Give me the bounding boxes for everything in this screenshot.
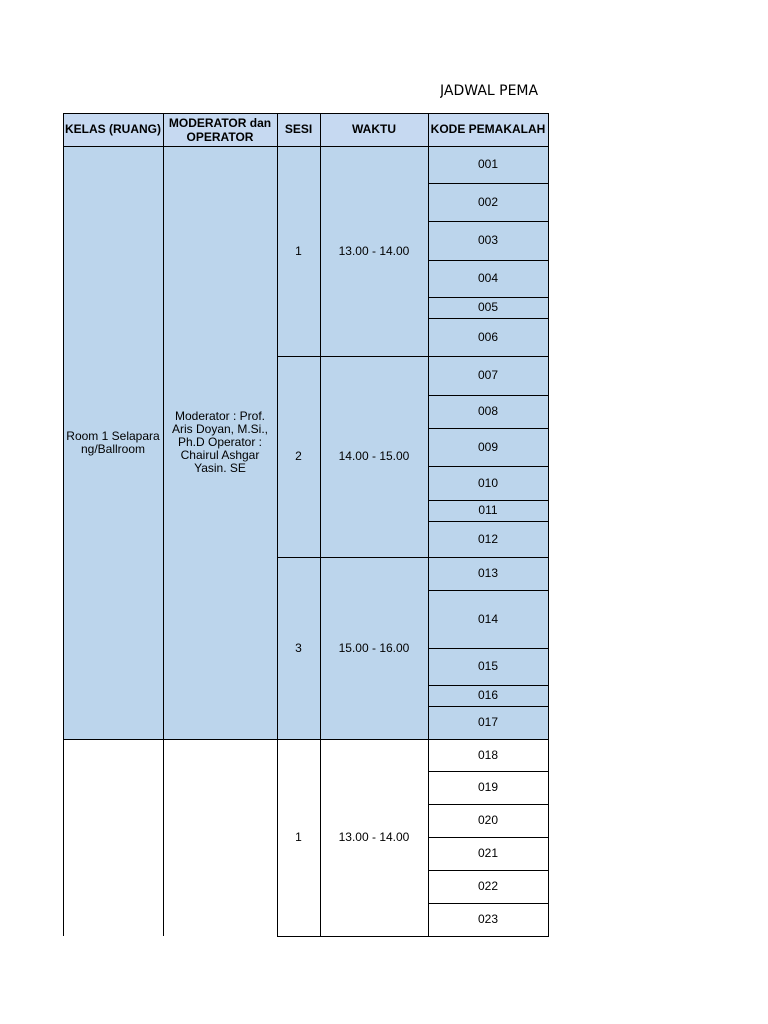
grid-line <box>428 706 549 707</box>
kode-pemakalah-cell: 002 <box>428 183 548 221</box>
grid-line <box>428 221 549 222</box>
moderator-room2-cell <box>163 739 277 1024</box>
header-sesi: SESI <box>277 113 320 146</box>
grid-line <box>428 870 549 871</box>
kode-pemakalah-cell: 003 <box>428 221 548 260</box>
kode-pemakalah-cell: 004 <box>428 260 548 297</box>
moderator-room1-cell: Moderator : Prof. Aris Doyan, M.Si., Ph.D Operator : Chairul Ashgar Yasin. SE <box>163 146 277 739</box>
header-kelas: KELAS (RUANG) <box>63 113 163 146</box>
grid-line <box>428 318 549 319</box>
kode-pemakalah-cell: 022 <box>428 870 548 903</box>
header-kode-pemakalah: KODE PEMAKALAH <box>428 113 548 146</box>
session-separator-line <box>277 557 549 558</box>
kode-pemakalah-cell: 019 <box>428 771 548 804</box>
grid-line <box>428 648 549 649</box>
session-separator-line <box>277 356 549 357</box>
kode-pemakalah-cell: 018 <box>428 739 548 771</box>
kode-pemakalah-cell: 008 <box>428 395 548 428</box>
kode-pemakalah-cell: 005 <box>428 297 548 318</box>
sesi-cell: 1 <box>277 739 320 936</box>
grid-line <box>320 113 321 937</box>
kode-pemakalah-cell: 011 <box>428 500 548 521</box>
sesi-cell: 3 <box>277 557 320 739</box>
grid-line <box>428 113 429 937</box>
kode-pemakalah-cell: 017 <box>428 706 548 739</box>
header-bottom-border <box>63 146 549 147</box>
grid-line <box>428 395 549 396</box>
kode-pemakalah-cell: 009 <box>428 428 548 466</box>
waktu-cell: 14.00 - 15.00 <box>320 356 428 557</box>
grid-line <box>428 260 549 261</box>
waktu-cell: 13.00 - 14.00 <box>320 739 428 936</box>
grid-line <box>428 466 549 467</box>
kode-pemakalah-cell: 001 <box>428 146 548 183</box>
kode-pemakalah-cell: 016 <box>428 685 548 706</box>
kode-pemakalah-cell: 023 <box>428 903 548 936</box>
kode-pemakalah-cell: 006 <box>428 318 548 356</box>
grid-line <box>63 113 64 936</box>
page-title: JADWAL PEMA <box>440 83 539 99</box>
grid-line <box>428 771 549 772</box>
grid-line <box>428 183 549 184</box>
header-waktu: WAKTU <box>320 113 428 146</box>
kelas-room1-cell: Room 1 Selaparang/Ballroom <box>63 146 163 739</box>
grid-line <box>428 590 549 591</box>
kode-pemakalah-cell: 021 <box>428 837 548 870</box>
kode-pemakalah-cell: 015 <box>428 648 548 685</box>
grid-line <box>428 500 549 501</box>
table-top-border <box>63 113 549 114</box>
grid-line <box>428 685 549 686</box>
grid-line <box>428 903 549 904</box>
room-separator-line <box>63 739 549 740</box>
grid-line <box>548 113 549 937</box>
kode-pemakalah-cell: 010 <box>428 466 548 500</box>
waktu-cell: 15.00 - 16.00 <box>320 557 428 739</box>
kode-pemakalah-cell: 020 <box>428 804 548 837</box>
grid-line <box>428 297 549 298</box>
grid-line <box>428 837 549 838</box>
grid-line <box>428 521 549 522</box>
kode-pemakalah-cell: 012 <box>428 521 548 557</box>
header-moderator: MODERATOR dan OPERATOR <box>163 113 277 146</box>
kode-pemakalah-cell: 013 <box>428 557 548 590</box>
kode-pemakalah-cell: 007 <box>428 356 548 395</box>
grid-line <box>277 113 278 937</box>
grid-line <box>428 804 549 805</box>
grid-line <box>277 936 549 937</box>
grid-line <box>163 113 164 936</box>
waktu-cell: 13.00 - 14.00 <box>320 146 428 356</box>
grid-line <box>428 428 549 429</box>
sesi-cell: 2 <box>277 356 320 557</box>
sesi-cell: 1 <box>277 146 320 356</box>
kode-pemakalah-cell: 014 <box>428 590 548 648</box>
kelas-room2-cell <box>63 739 163 1024</box>
